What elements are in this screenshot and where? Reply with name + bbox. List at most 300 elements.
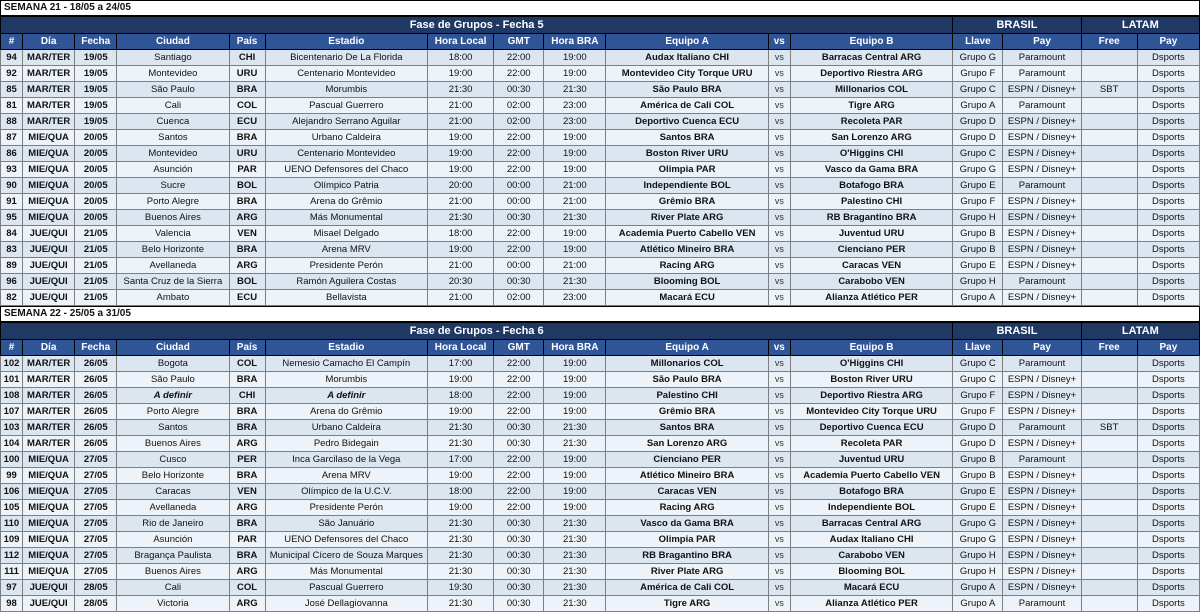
country: PER <box>229 452 265 468</box>
group: Grupo F <box>953 66 1003 82</box>
bra-time: 21:30 <box>544 596 606 612</box>
group: Grupo D <box>953 420 1003 436</box>
versus-label: vs <box>768 226 790 242</box>
match-number: 82 <box>1 290 23 306</box>
broadcaster-free-brasil <box>1081 388 1137 404</box>
day-of-week: JUE/QUI <box>23 242 75 258</box>
versus-label: vs <box>768 500 790 516</box>
versus-label: vs <box>768 580 790 596</box>
city: Avellaneda <box>117 258 229 274</box>
bra-time: 19:00 <box>544 130 606 146</box>
broadcaster-free-brasil: SBT <box>1081 82 1137 98</box>
gmt-time: 22:00 <box>494 242 544 258</box>
team-b: Barracas Central ARG <box>790 516 952 532</box>
bra-time: 21:30 <box>544 548 606 564</box>
day-of-week: MIE/QUA <box>23 500 75 516</box>
broadcaster-pay-brasil: ESPN / Disney+ <box>1003 468 1081 484</box>
versus-label: vs <box>768 50 790 66</box>
column-header-0: # <box>1 340 23 356</box>
date: 19/05 <box>75 82 117 98</box>
city: Buenos Aires <box>117 210 229 226</box>
gmt-time: 02:00 <box>494 290 544 306</box>
group: Grupo B <box>953 468 1003 484</box>
broadcaster-pay-brasil: Paramount <box>1003 98 1081 114</box>
broadcaster-pay-brasil: Paramount <box>1003 274 1081 290</box>
table-row <box>1 82 1200 98</box>
phase-title: Fase de Grupos - Fecha 5 <box>1 17 953 34</box>
broadcaster-pay-brasil: ESPN / Disney+ <box>1003 242 1081 258</box>
date: 27/05 <box>75 500 117 516</box>
versus-label: vs <box>768 404 790 420</box>
table-row <box>1 162 1200 178</box>
broadcaster-free-brasil <box>1081 564 1137 580</box>
column-header-3: Ciudad <box>117 340 229 356</box>
city: Buenos Aires <box>117 564 229 580</box>
day-of-week: MIE/QUA <box>23 146 75 162</box>
stadium: Ramón Aguilera Costas <box>265 274 427 290</box>
broadcaster-pay-brasil: ESPN / Disney+ <box>1003 532 1081 548</box>
versus-label: vs <box>768 436 790 452</box>
city: Belo Horizonte <box>117 242 229 258</box>
match-number: 104 <box>1 436 23 452</box>
day-of-week: MIE/QUA <box>23 484 75 500</box>
bra-time: 19:00 <box>544 66 606 82</box>
broadcaster-pay-latam: Dsports <box>1137 404 1199 420</box>
broadcaster-free-brasil <box>1081 274 1137 290</box>
table-row <box>1 420 1200 436</box>
stadium: Presidente Perón <box>265 258 427 274</box>
region-latam-label: LATAM <box>1081 323 1199 340</box>
team-a: Deportivo Cuenca ECU <box>606 114 768 130</box>
bra-time: 19:00 <box>544 226 606 242</box>
stadium: Municipal Cícero de Souza Marques <box>265 548 427 564</box>
week-banner-table <box>0 0 1200 16</box>
bra-time: 23:00 <box>544 114 606 130</box>
table-row <box>1 580 1200 596</box>
city: Cusco <box>117 452 229 468</box>
broadcaster-pay-brasil: ESPN / Disney+ <box>1003 146 1081 162</box>
broadcaster-free-brasil <box>1081 290 1137 306</box>
local-time: 19:00 <box>428 468 494 484</box>
match-number: 94 <box>1 50 23 66</box>
region-latam-label: LATAM <box>1081 17 1199 34</box>
broadcaster-pay-latam: Dsports <box>1137 66 1199 82</box>
broadcaster-free-brasil <box>1081 258 1137 274</box>
day-of-week: MAR/TER <box>23 50 75 66</box>
team-a: Boston River URU <box>606 146 768 162</box>
date: 21/05 <box>75 274 117 290</box>
bra-time: 21:30 <box>544 580 606 596</box>
stadium: Más Monumental <box>265 210 427 226</box>
match-number: 81 <box>1 98 23 114</box>
match-number: 90 <box>1 178 23 194</box>
column-header-2: Fecha <box>75 340 117 356</box>
versus-label: vs <box>768 516 790 532</box>
broadcaster-pay-brasil: ESPN / Disney+ <box>1003 404 1081 420</box>
city: Asunción <box>117 162 229 178</box>
column-header-12: Llave <box>953 34 1003 50</box>
date: 27/05 <box>75 532 117 548</box>
match-number: 112 <box>1 548 23 564</box>
local-time: 19:00 <box>428 66 494 82</box>
team-a: Palestino CHI <box>606 388 768 404</box>
broadcaster-pay-latam: Dsports <box>1137 210 1199 226</box>
versus-label: vs <box>768 146 790 162</box>
team-b: O'Higgins CHI <box>790 356 952 372</box>
team-b: Recoleta PAR <box>790 436 952 452</box>
country: BRA <box>229 372 265 388</box>
stadium: Urbano Caldeira <box>265 420 427 436</box>
day-of-week: MIE/QUA <box>23 548 75 564</box>
match-number: 95 <box>1 210 23 226</box>
stadium: Presidente Perón <box>265 500 427 516</box>
bra-time: 21:30 <box>544 82 606 98</box>
column-header-1: Día <box>23 340 75 356</box>
team-a: Atlético Mineiro BRA <box>606 468 768 484</box>
match-number: 99 <box>1 468 23 484</box>
match-number: 101 <box>1 372 23 388</box>
stadium: Pascual Guerrero <box>265 580 427 596</box>
broadcaster-pay-brasil: Paramount <box>1003 596 1081 612</box>
group: Grupo F <box>953 388 1003 404</box>
city: Caracas <box>117 484 229 500</box>
day-of-week: MAR/TER <box>23 66 75 82</box>
team-a: América de Cali COL <box>606 580 768 596</box>
stadium: Olímpico de la U.C.V. <box>265 484 427 500</box>
column-header-2: Fecha <box>75 34 117 50</box>
city: Ambato <box>117 290 229 306</box>
match-number: 88 <box>1 114 23 130</box>
broadcaster-pay-latam: Dsports <box>1137 500 1199 516</box>
gmt-time: 00:30 <box>494 516 544 532</box>
table-row <box>1 372 1200 388</box>
date: 27/05 <box>75 468 117 484</box>
team-b: Tigre ARG <box>790 98 952 114</box>
stadium: Centenario Montevideo <box>265 146 427 162</box>
city: Asunción <box>117 532 229 548</box>
date: 26/05 <box>75 404 117 420</box>
broadcaster-pay-latam: Dsports <box>1137 452 1199 468</box>
column-header-1: Día <box>23 34 75 50</box>
team-a: Macará ECU <box>606 290 768 306</box>
broadcaster-free-brasil <box>1081 452 1137 468</box>
group: Grupo B <box>953 452 1003 468</box>
group: Grupo D <box>953 130 1003 146</box>
team-b: Caracas VEN <box>790 258 952 274</box>
gmt-time: 02:00 <box>494 114 544 130</box>
broadcaster-pay-latam: Dsports <box>1137 580 1199 596</box>
broadcaster-free-brasil <box>1081 436 1137 452</box>
group: Grupo H <box>953 548 1003 564</box>
broadcaster-free-brasil <box>1081 516 1137 532</box>
country: BRA <box>229 548 265 564</box>
match-number: 84 <box>1 226 23 242</box>
versus-label: vs <box>768 484 790 500</box>
gmt-time: 22:00 <box>494 404 544 420</box>
column-header-7: GMT <box>494 340 544 356</box>
bra-time: 19:00 <box>544 404 606 420</box>
table-row <box>1 258 1200 274</box>
team-a: Grêmio BRA <box>606 404 768 420</box>
local-time: 19:30 <box>428 580 494 596</box>
stadium: Bicentenario De La Florida <box>265 50 427 66</box>
gmt-time: 00:30 <box>494 596 544 612</box>
versus-label: vs <box>768 290 790 306</box>
team-b: Academia Puerto Cabello VEN <box>790 468 952 484</box>
gmt-time: 00:30 <box>494 532 544 548</box>
broadcaster-pay-latam: Dsports <box>1137 242 1199 258</box>
table-row <box>1 532 1200 548</box>
date: 20/05 <box>75 146 117 162</box>
gmt-time: 22:00 <box>494 146 544 162</box>
day-of-week: MAR/TER <box>23 372 75 388</box>
country: ARG <box>229 210 265 226</box>
gmt-time: 22:00 <box>494 356 544 372</box>
broadcaster-pay-brasil: ESPN / Disney+ <box>1003 130 1081 146</box>
broadcaster-pay-brasil: ESPN / Disney+ <box>1003 516 1081 532</box>
column-header-15: Pay <box>1137 340 1199 356</box>
team-b: Carabobo VEN <box>790 548 952 564</box>
bra-time: 19:00 <box>544 484 606 500</box>
day-of-week: JUE/QUI <box>23 290 75 306</box>
day-of-week: JUE/QUI <box>23 274 75 290</box>
team-b: Deportivo Riestra ARG <box>790 66 952 82</box>
city: Cali <box>117 98 229 114</box>
team-a: RB Bragantino BRA <box>606 548 768 564</box>
broadcaster-pay-latam: Dsports <box>1137 372 1199 388</box>
versus-label: vs <box>768 388 790 404</box>
match-number: 108 <box>1 388 23 404</box>
local-time: 21:00 <box>428 98 494 114</box>
date: 26/05 <box>75 388 117 404</box>
team-a: Olimpia PAR <box>606 532 768 548</box>
team-b: Millonarios COL <box>790 82 952 98</box>
table-row <box>1 178 1200 194</box>
broadcaster-pay-brasil: Paramount <box>1003 452 1081 468</box>
stadium: Pascual Guerrero <box>265 98 427 114</box>
match-number: 93 <box>1 162 23 178</box>
week-banner-table <box>0 306 1200 322</box>
local-time: 20:00 <box>428 178 494 194</box>
country: CHI <box>229 50 265 66</box>
gmt-time: 22:00 <box>494 130 544 146</box>
stadium: UENO Defensores del Chaco <box>265 532 427 548</box>
team-b: Alianza Atlético PER <box>790 290 952 306</box>
broadcaster-pay-latam: Dsports <box>1137 130 1199 146</box>
match-number: 89 <box>1 258 23 274</box>
broadcaster-free-brasil <box>1081 532 1137 548</box>
broadcaster-pay-latam: Dsports <box>1137 82 1199 98</box>
day-of-week: MAR/TER <box>23 98 75 114</box>
stadium: Morumbis <box>265 82 427 98</box>
table-row <box>1 242 1200 258</box>
stadium: Arena MRV <box>265 242 427 258</box>
broadcaster-free-brasil <box>1081 114 1137 130</box>
group: Grupo E <box>953 178 1003 194</box>
bra-time: 21:30 <box>544 564 606 580</box>
country: BRA <box>229 516 265 532</box>
team-a: América de Cali COL <box>606 98 768 114</box>
local-time: 21:30 <box>428 548 494 564</box>
broadcaster-pay-latam: Dsports <box>1137 420 1199 436</box>
local-time: 21:30 <box>428 532 494 548</box>
local-time: 19:00 <box>428 372 494 388</box>
group: Grupo H <box>953 274 1003 290</box>
city: Bragança Paulista <box>117 548 229 564</box>
table-row <box>1 50 1200 66</box>
gmt-time: 00:30 <box>494 580 544 596</box>
broadcaster-pay-latam: Dsports <box>1137 484 1199 500</box>
bra-time: 21:00 <box>544 194 606 210</box>
city: São Paulo <box>117 82 229 98</box>
bra-time: 21:30 <box>544 532 606 548</box>
group: Grupo A <box>953 596 1003 612</box>
table-row <box>1 548 1200 564</box>
versus-label: vs <box>768 532 790 548</box>
day-of-week: MIE/QUA <box>23 194 75 210</box>
country: BRA <box>229 468 265 484</box>
stadium: Pedro Bidegain <box>265 436 427 452</box>
gmt-time: 22:00 <box>494 50 544 66</box>
column-header-12: Llave <box>953 340 1003 356</box>
date: 26/05 <box>75 372 117 388</box>
table-row <box>1 596 1200 612</box>
column-header-8: Hora BRA <box>544 340 606 356</box>
group: Grupo C <box>953 146 1003 162</box>
match-number: 102 <box>1 356 23 372</box>
local-time: 18:00 <box>428 388 494 404</box>
versus-label: vs <box>768 564 790 580</box>
column-header-6: Hora Local <box>428 340 494 356</box>
fixtures-table <box>0 322 1200 612</box>
broadcaster-pay-latam: Dsports <box>1137 596 1199 612</box>
team-b: Boston River URU <box>790 372 952 388</box>
match-number: 98 <box>1 596 23 612</box>
table-row <box>1 516 1200 532</box>
versus-label: vs <box>768 242 790 258</box>
versus-label: vs <box>768 98 790 114</box>
gmt-time: 00:00 <box>494 194 544 210</box>
phase-title-row <box>1 17 1200 34</box>
broadcaster-pay-latam: Dsports <box>1137 290 1199 306</box>
group: Grupo H <box>953 564 1003 580</box>
stadium: UENO Defensores del Chaco <box>265 162 427 178</box>
table-row <box>1 404 1200 420</box>
broadcaster-free-brasil <box>1081 130 1137 146</box>
group: Grupo E <box>953 258 1003 274</box>
table-row <box>1 226 1200 242</box>
broadcaster-pay-brasil: ESPN / Disney+ <box>1003 436 1081 452</box>
match-number: 86 <box>1 146 23 162</box>
date: 27/05 <box>75 452 117 468</box>
local-time: 21:30 <box>428 210 494 226</box>
group: Grupo C <box>953 356 1003 372</box>
broadcaster-pay-brasil: ESPN / Disney+ <box>1003 548 1081 564</box>
group: Grupo E <box>953 500 1003 516</box>
stadium: Misael Delgado <box>265 226 427 242</box>
broadcaster-free-brasil <box>1081 404 1137 420</box>
broadcaster-pay-latam: Dsports <box>1137 548 1199 564</box>
broadcaster-pay-brasil: ESPN / Disney+ <box>1003 484 1081 500</box>
bra-time: 21:30 <box>544 274 606 290</box>
country: ARG <box>229 500 265 516</box>
date: 19/05 <box>75 114 117 130</box>
country: COL <box>229 356 265 372</box>
versus-label: vs <box>768 194 790 210</box>
match-number: 111 <box>1 564 23 580</box>
team-b: Juventud URU <box>790 452 952 468</box>
local-time: 19:00 <box>428 146 494 162</box>
gmt-time: 22:00 <box>494 372 544 388</box>
region-brasil-label: BRASIL <box>953 17 1081 34</box>
team-b: O'Higgins CHI <box>790 146 952 162</box>
versus-label: vs <box>768 130 790 146</box>
country: BRA <box>229 194 265 210</box>
column-header-4: País <box>229 340 265 356</box>
local-time: 21:00 <box>428 258 494 274</box>
city: Bogota <box>117 356 229 372</box>
date: 27/05 <box>75 564 117 580</box>
country: BRA <box>229 82 265 98</box>
team-b: Carabobo VEN <box>790 274 952 290</box>
broadcaster-free-brasil <box>1081 242 1137 258</box>
stadium: José Dellagiovanna <box>265 596 427 612</box>
table-row <box>1 66 1200 82</box>
country: ARG <box>229 596 265 612</box>
country: VEN <box>229 226 265 242</box>
city: Avellaneda <box>117 500 229 516</box>
local-time: 21:30 <box>428 82 494 98</box>
bra-time: 21:30 <box>544 436 606 452</box>
country: URU <box>229 66 265 82</box>
fixtures-table <box>0 16 1200 306</box>
broadcaster-free-brasil <box>1081 146 1137 162</box>
team-a: Tigre ARG <box>606 596 768 612</box>
team-b: RB Bragantino BRA <box>790 210 952 226</box>
stadium: Arena do Grêmio <box>265 404 427 420</box>
team-a: Grêmio BRA <box>606 194 768 210</box>
bra-time: 19:00 <box>544 500 606 516</box>
week-label: SEMANA 21 - 18/05 a 24/05 <box>1 1 1200 16</box>
broadcaster-free-brasil <box>1081 548 1137 564</box>
stadium: Arena MRV <box>265 468 427 484</box>
broadcaster-pay-brasil: ESPN / Disney+ <box>1003 372 1081 388</box>
bra-time: 19:00 <box>544 50 606 66</box>
versus-label: vs <box>768 372 790 388</box>
gmt-time: 00:00 <box>494 178 544 194</box>
broadcaster-pay-latam: Dsports <box>1137 146 1199 162</box>
day-of-week: JUE/QUI <box>23 226 75 242</box>
table-row <box>1 210 1200 226</box>
team-a: Blooming BOL <box>606 274 768 290</box>
broadcaster-pay-brasil: ESPN / Disney+ <box>1003 290 1081 306</box>
broadcaster-pay-latam: Dsports <box>1137 162 1199 178</box>
versus-label: vs <box>768 210 790 226</box>
country: ECU <box>229 290 265 306</box>
local-time: 19:00 <box>428 162 494 178</box>
team-a: River Plate ARG <box>606 210 768 226</box>
date: 28/05 <box>75 580 117 596</box>
broadcaster-pay-brasil: ESPN / Disney+ <box>1003 564 1081 580</box>
week-banner-row <box>1 1 1200 16</box>
stadium: Nemesio Camacho El Campín <box>265 356 427 372</box>
group: Grupo A <box>953 580 1003 596</box>
team-b: Independiente BOL <box>790 500 952 516</box>
table-row <box>1 130 1200 146</box>
day-of-week: MIE/QUA <box>23 468 75 484</box>
day-of-week: JUE/QUI <box>23 258 75 274</box>
broadcaster-pay-latam: Dsports <box>1137 388 1199 404</box>
